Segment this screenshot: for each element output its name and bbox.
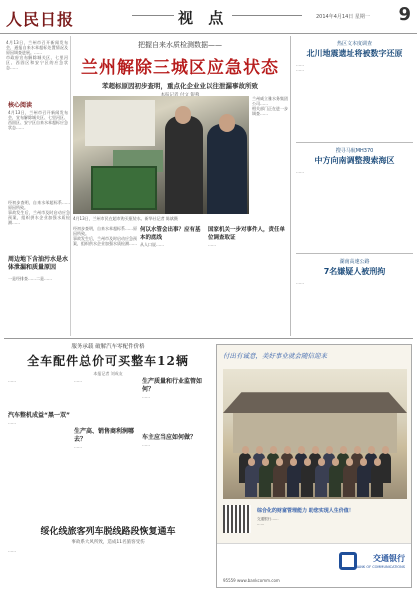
right-item-2-kicker: 搜寻马航MH370 [335,148,374,154]
lead-headline: 兰州解除三城区应急状态 [81,58,279,78]
ad-photo-person-head [298,446,305,454]
right-news-column [290,36,413,336]
right-item-3-kicker: 湖南高速公路 [339,259,370,265]
ad-photo-person [343,465,355,497]
ad-photo-person-head [256,446,263,454]
mid-col-1-body: 经初步查明，自来水苯超标系……原因所致。 事故发生后，兰州市及时启动应急预案，组织供水企业加强水质检测…… [73,226,137,246]
ad-photo-person-head [242,446,249,454]
ad-photo-person-head [354,446,361,454]
section-title: 视 点 [178,9,229,27]
story2-col-2-body-2: …… [74,444,82,449]
auto-parts-story [8,342,208,377]
ad-photo-person-head [304,458,311,466]
mid-heading-1: 何以水管会出事？应有基本的底线 [140,227,201,241]
ad-photo-person-head [368,446,375,454]
right-item-2-title: 中方向南调整搜索海区 [314,156,395,165]
ad-photo-person-head [340,446,347,454]
story3-body: …… [8,548,16,553]
masthead [0,0,417,34]
opinion-heading: 核心阅读 [8,102,33,109]
opinion-body-wrap [8,110,68,198]
story2-heading-a: 汽车整机成益“黑一双” [8,412,70,419]
ad-photo-person-head [382,446,389,454]
ad-photo-person-head [284,446,291,454]
ad-photo-person-head [270,446,277,454]
column-divider [70,36,71,336]
ad-contact: 95559 www.bankcomm.com [223,578,280,583]
story2-col-3 [142,378,208,518]
issue-date: 2014年4月14日 星期一 [316,14,370,20]
story2-col-3-body: …… [142,394,150,399]
mid-heading-2: 国家机关一步对事件人，责任单位调查取证 [208,227,286,241]
right-rule-2 [296,253,413,254]
bank-advertisement[interactable] [216,344,412,588]
opinion-body: 4月13日，兰州市召开新闻发布会，宣布解除城关区、七里河区、西固区、安宁区自来水苯超标应急状态…… [8,110,68,130]
bank-logo-icon [339,552,357,570]
photo-side-body: 兰州威立雅水务集团公司…… 相关部门正在进一步调查…… [252,96,288,116]
ad-photo-person-head [326,446,333,454]
right-item-1-title: 北川地震遗址将被数字还原 [306,49,403,58]
ad-photo-person [315,465,327,497]
ad-photo-person-head [346,458,353,466]
newspaper-logo: 人民日报 [6,10,75,29]
left-mid-text [8,200,70,254]
ad-photo-person-head [276,458,283,466]
photo-person-2 [207,124,247,214]
section-rule-right [232,15,302,16]
rail-story [8,524,208,545]
photo-person-2-head [219,114,235,132]
ad-small-print: 交通银行…… …… [257,517,279,526]
ad-photo-person [329,465,341,497]
page-horizontal-rule [4,338,413,339]
story2-byline: 本报记者 刘成友 [93,371,123,376]
photo-window [85,100,155,146]
lead-kicker: 把握自来水质检测数据—— [138,41,222,49]
ad-footer [217,543,412,587]
lead-headline-block [72,36,288,94]
right-item-3-body: …… [296,280,304,285]
ad-photo-person-head [318,458,325,466]
ad-photo-person-head [262,458,269,466]
story2-col-2-body: …… [74,378,82,383]
ad-photo-person [287,465,299,497]
bank-name-en: BANK OF COMMUNICATIONS [355,565,405,569]
right-item-1-kicker: 热区文本度调查 [336,41,372,47]
mid-col-2 [140,226,204,336]
left-top-body: 4月13日，兰州市召开新闻发布会，通报自来水苯超标处置情况及原因调查进展。…… 市政府宣布解除城关区、七里河区、西固区和安宁区的应急状态…… [6,40,68,70]
lead-subhead: 苯超标原因初步查明，重点化企业业以往泄漏事故所致 [102,82,258,90]
photo-person-1-head [175,106,191,124]
story2-col-1-body: …… [8,378,16,383]
qr-code-icon[interactable] [223,505,251,533]
ad-photo-person-head [360,458,367,466]
ad-photo-person [245,465,257,497]
photo-person-1 [165,116,203,214]
story2-heading-d: 车主应当应如何做？ [142,434,197,441]
mid-col-1 [73,226,137,336]
story2-col-2 [74,378,138,518]
mid-col-3-body: …… [208,242,216,247]
ad-tagline: 综合化的财富管理能力 助您实现人生价值！ [257,508,354,514]
story2-heading-c: 生产质量和行业监管如何？ [142,378,203,393]
ad-photo-person-head [374,458,381,466]
ad-slogan: 付出有诚意，美好事业就会随信迎来 [223,352,327,360]
bank-name: 交通银行 [373,554,405,563]
story3-title: 绥化线旅客列车脱线路段恢复通车 [40,527,176,537]
ad-photo-person [371,465,383,497]
story2-kicker: 服务承载 破解汽车零配件价格 [71,344,145,350]
story2-heading-b: 生产高、销售商利润哪去？ [74,428,135,443]
ad-photo-people [237,435,393,497]
photo-crate [91,166,157,210]
ad-photo-person [357,465,369,497]
ad-photo-person-head [332,458,339,466]
story2-title: 全车配件总价可买整车12辆 [27,354,189,368]
story2-col-1 [8,378,70,518]
ad-group-photo [223,369,407,499]
ad-photo-person-head [312,446,319,454]
photo-side-text [252,96,288,216]
mid-col-3 [208,226,286,336]
left-subheading-1: 周边地下含油污水是水体泄漏和质量原因 [8,256,69,271]
lead-photo [73,96,249,214]
story2-col-3-body-2: …… [142,442,150,447]
right-rule-1 [296,142,413,143]
section-rule-left [132,15,174,16]
ad-photo-person [301,465,313,497]
ad-photo-roof [223,387,407,413]
mid-col-2-body: 从人口说…… [140,242,164,247]
page-number: 9 [398,4,411,25]
ad-photo-person-head [290,458,297,466]
story3-subtitle: 事故系大风所致，造成11名旅客受伤 [71,540,145,545]
left-mid-body: 经初步查明，自来水苯超标系……原因所致。 事故发生后，兰州市及时启动应急预案，组织供水企业加强水质检测…… [8,200,70,225]
ad-photo-person [259,465,271,497]
left-top-text [6,40,68,96]
right-item-1-body: …… …… [296,62,304,72]
right-item-2-body: …… [296,169,304,174]
left-bottom-body: 一是经排查……二是…… [8,276,52,281]
story3-body-wrap [8,548,208,590]
story2-col-1-body-2: …… [8,420,16,425]
right-item-3-title: 7名嫌疑人被刑拘 [323,267,386,276]
photo-caption: 4月13日，兰州市民在超市购买瓶装水。新华社记者 陈斌摄 [73,216,178,221]
left-bottom-text [8,276,70,336]
ad-photo-person-head [248,458,255,466]
ad-photo-person [273,465,285,497]
